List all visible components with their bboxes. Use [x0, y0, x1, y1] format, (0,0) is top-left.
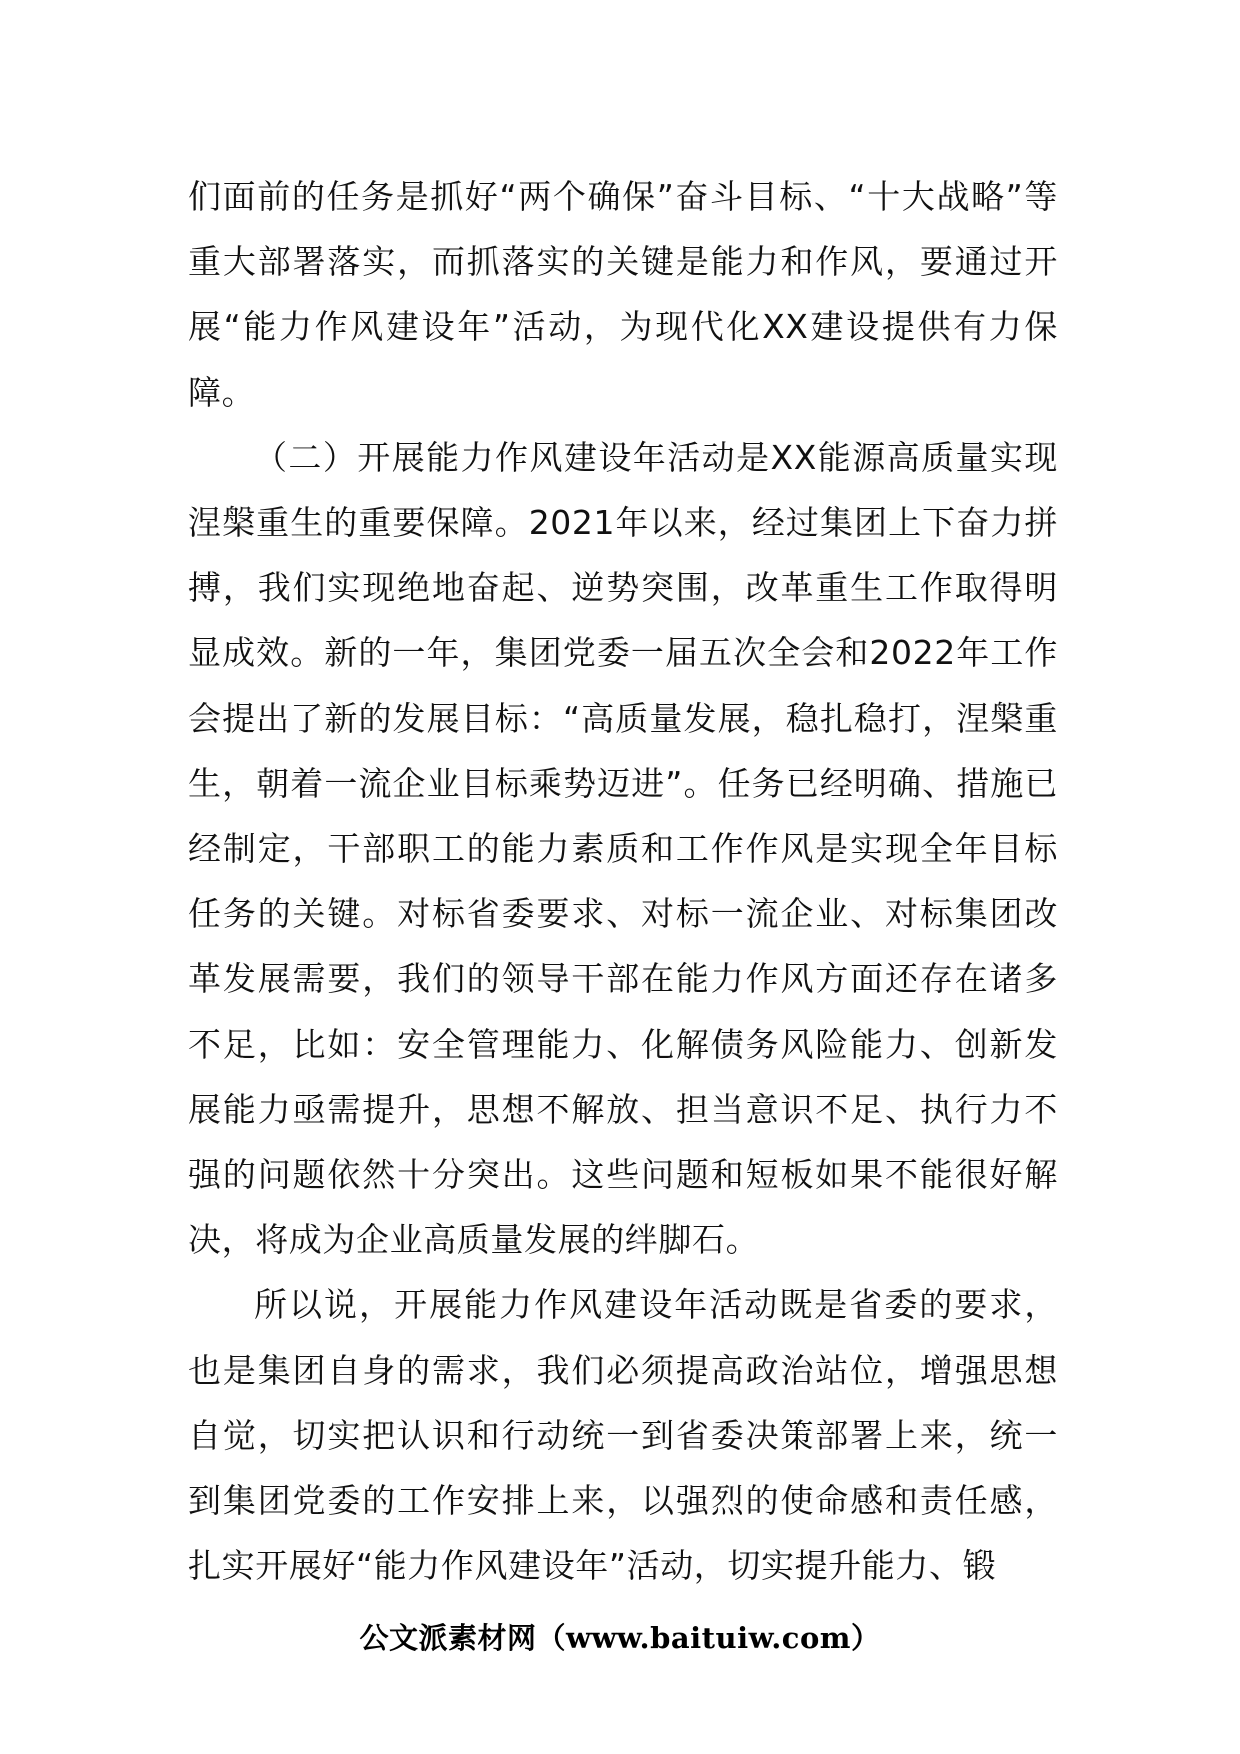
paragraph-conclusion: 所以说，开展能力作风建设年活动既是省委的要求，也是集团自身的需求，我们必须提高政治站位，增强思想自觉，切实把认识和行动统一到省委决策部署上来，统一到集团党委的工作安排上来，以强烈的使命感和责任感，扎实开展好“能力作风建设年”活动，切实提升能力、锻 [188, 1285, 1058, 1586]
footer-watermark: 公文派素材网（www.baituiw.com） [359, 1621, 881, 1655]
paragraph-continued: 们面前的任务是抓好“两个确保”奋斗目标、“十大战略”等重大部署落实，而抓落实的关键是能力和作风，要通过开展“能力作风建设年”活动，为现代化XX建设提供有力保障。 [188, 177, 1058, 412]
paragraph-section-two: （二）开展能力作风建设年活动是XX能源高质量实现涅槃重生的重要保障。2021年以来，经过集团上下奋力拼搏，我们实现绝地奋起、逆势突围，改革重生工作取得明显成效。新的一年，集团党委一届五次全会和2022年工作会提出了新的发展目标：“高质量发展，稳扎稳打，涅槃重生，朝着一流企业目标乘势迈进”。任务已经明确、措施已经制定，干部职工的能力素质和工作作风是实现全年目标任务的关键。对标省委要求、对标一流企业、对标集团改革发展需要，我们的领导干部在能力作风方面还存在诸多不足，比如：安全管理能力、化解债务风险能力、创新发展能力亟需提升，思想不解放、担当意识不足、执行力不强的问题依然十分突出。这些问题和短板如果不能很好解决，将成为企业高质量发展的绊脚石。 [188, 437, 1058, 1260]
document-body [188, 164, 1058, 1598]
